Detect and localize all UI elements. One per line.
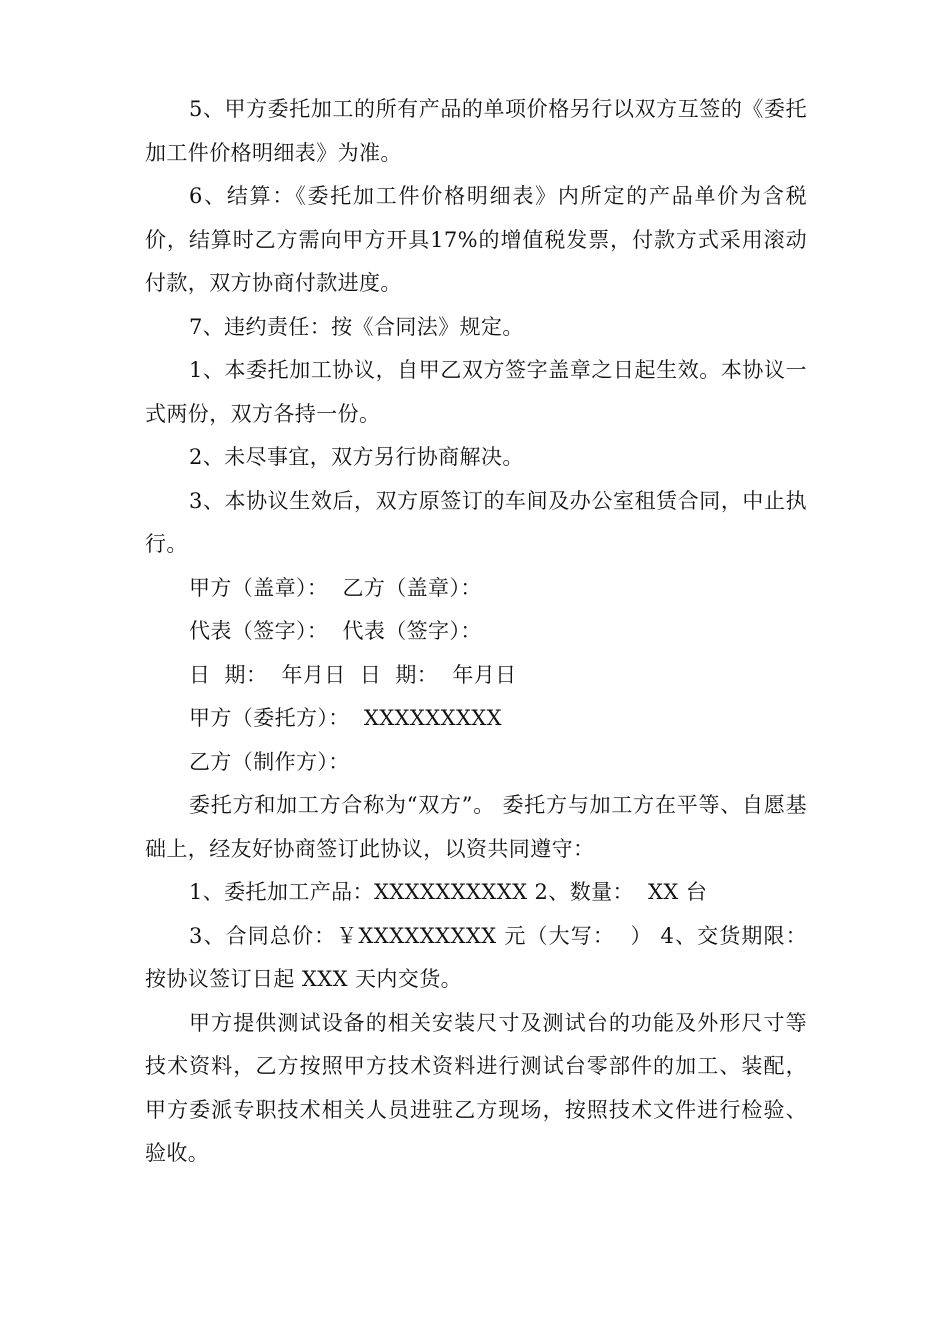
clause-3-termination: 3、本协议生效后，双方原签订的车间及办公室租赁合同，中止执行。 bbox=[145, 488, 807, 556]
clause-2-matters: 2、未尽事宜，双方另行协商解决。 bbox=[189, 445, 524, 469]
seal-line: 甲方（盖章）： 乙方（盖章）： bbox=[189, 575, 482, 600]
clause-7-liability: 7、违约责任：按《合同法》规定。 bbox=[189, 314, 524, 339]
party-a-line: 甲方（委托方）： XXXXXXXXX bbox=[189, 706, 503, 730]
clause-1-effective: 1、本委托加工协议，自甲乙双方签字盖章之日起生效。本协议一式两份，双方各持一份。 bbox=[145, 358, 807, 426]
document-body bbox=[145, 88, 807, 1176]
clause-6-settlement: 6、结算：《委托加工件价格明细表》内所定的产品单价为含税价，结算时乙方需向甲方开具17%的增值税发票，付款方式采用滚动付款，双方协商付款进度。 bbox=[145, 184, 807, 295]
product-quantity-line: 1、委托加工产品：XXXXXXXXXX 2、数量： XX 台 bbox=[189, 880, 708, 904]
date-line: 日 期： 年月日 日 期： 年月日 bbox=[189, 662, 517, 687]
price-delivery-line: 3、合同总价：￥XXXXXXXXX 元（大写： ） 4、交货期限：按协议签订日起 XXX 天内交货。 bbox=[145, 923, 807, 991]
party-b-line: 乙方（制作方）： bbox=[189, 749, 350, 774]
intro-paragraph: 委托方和加工方合称为“双方”。 委托方与加工方在平等、自愿基础上，经友好协商签订此协议，以资共同遵守： bbox=[145, 793, 807, 861]
clause-5-pricing: 5、甲方委托加工的所有产品的单项价格另行以双方互签的《委托加工件价格明细表》为准。 bbox=[145, 97, 807, 165]
technical-paragraph: 甲方提供测试设备的相关安装尺寸及测试台的功能及外形尺寸等技术资料，乙方按照甲方技术资料进行测试台零部件的加工、装配，甲方委派专职技术相关人员进驻乙方现场，按照技术文件进行检验、验收。 bbox=[145, 1010, 807, 1165]
signature-line: 代表（签字）： 代表（签字）： bbox=[189, 619, 482, 643]
